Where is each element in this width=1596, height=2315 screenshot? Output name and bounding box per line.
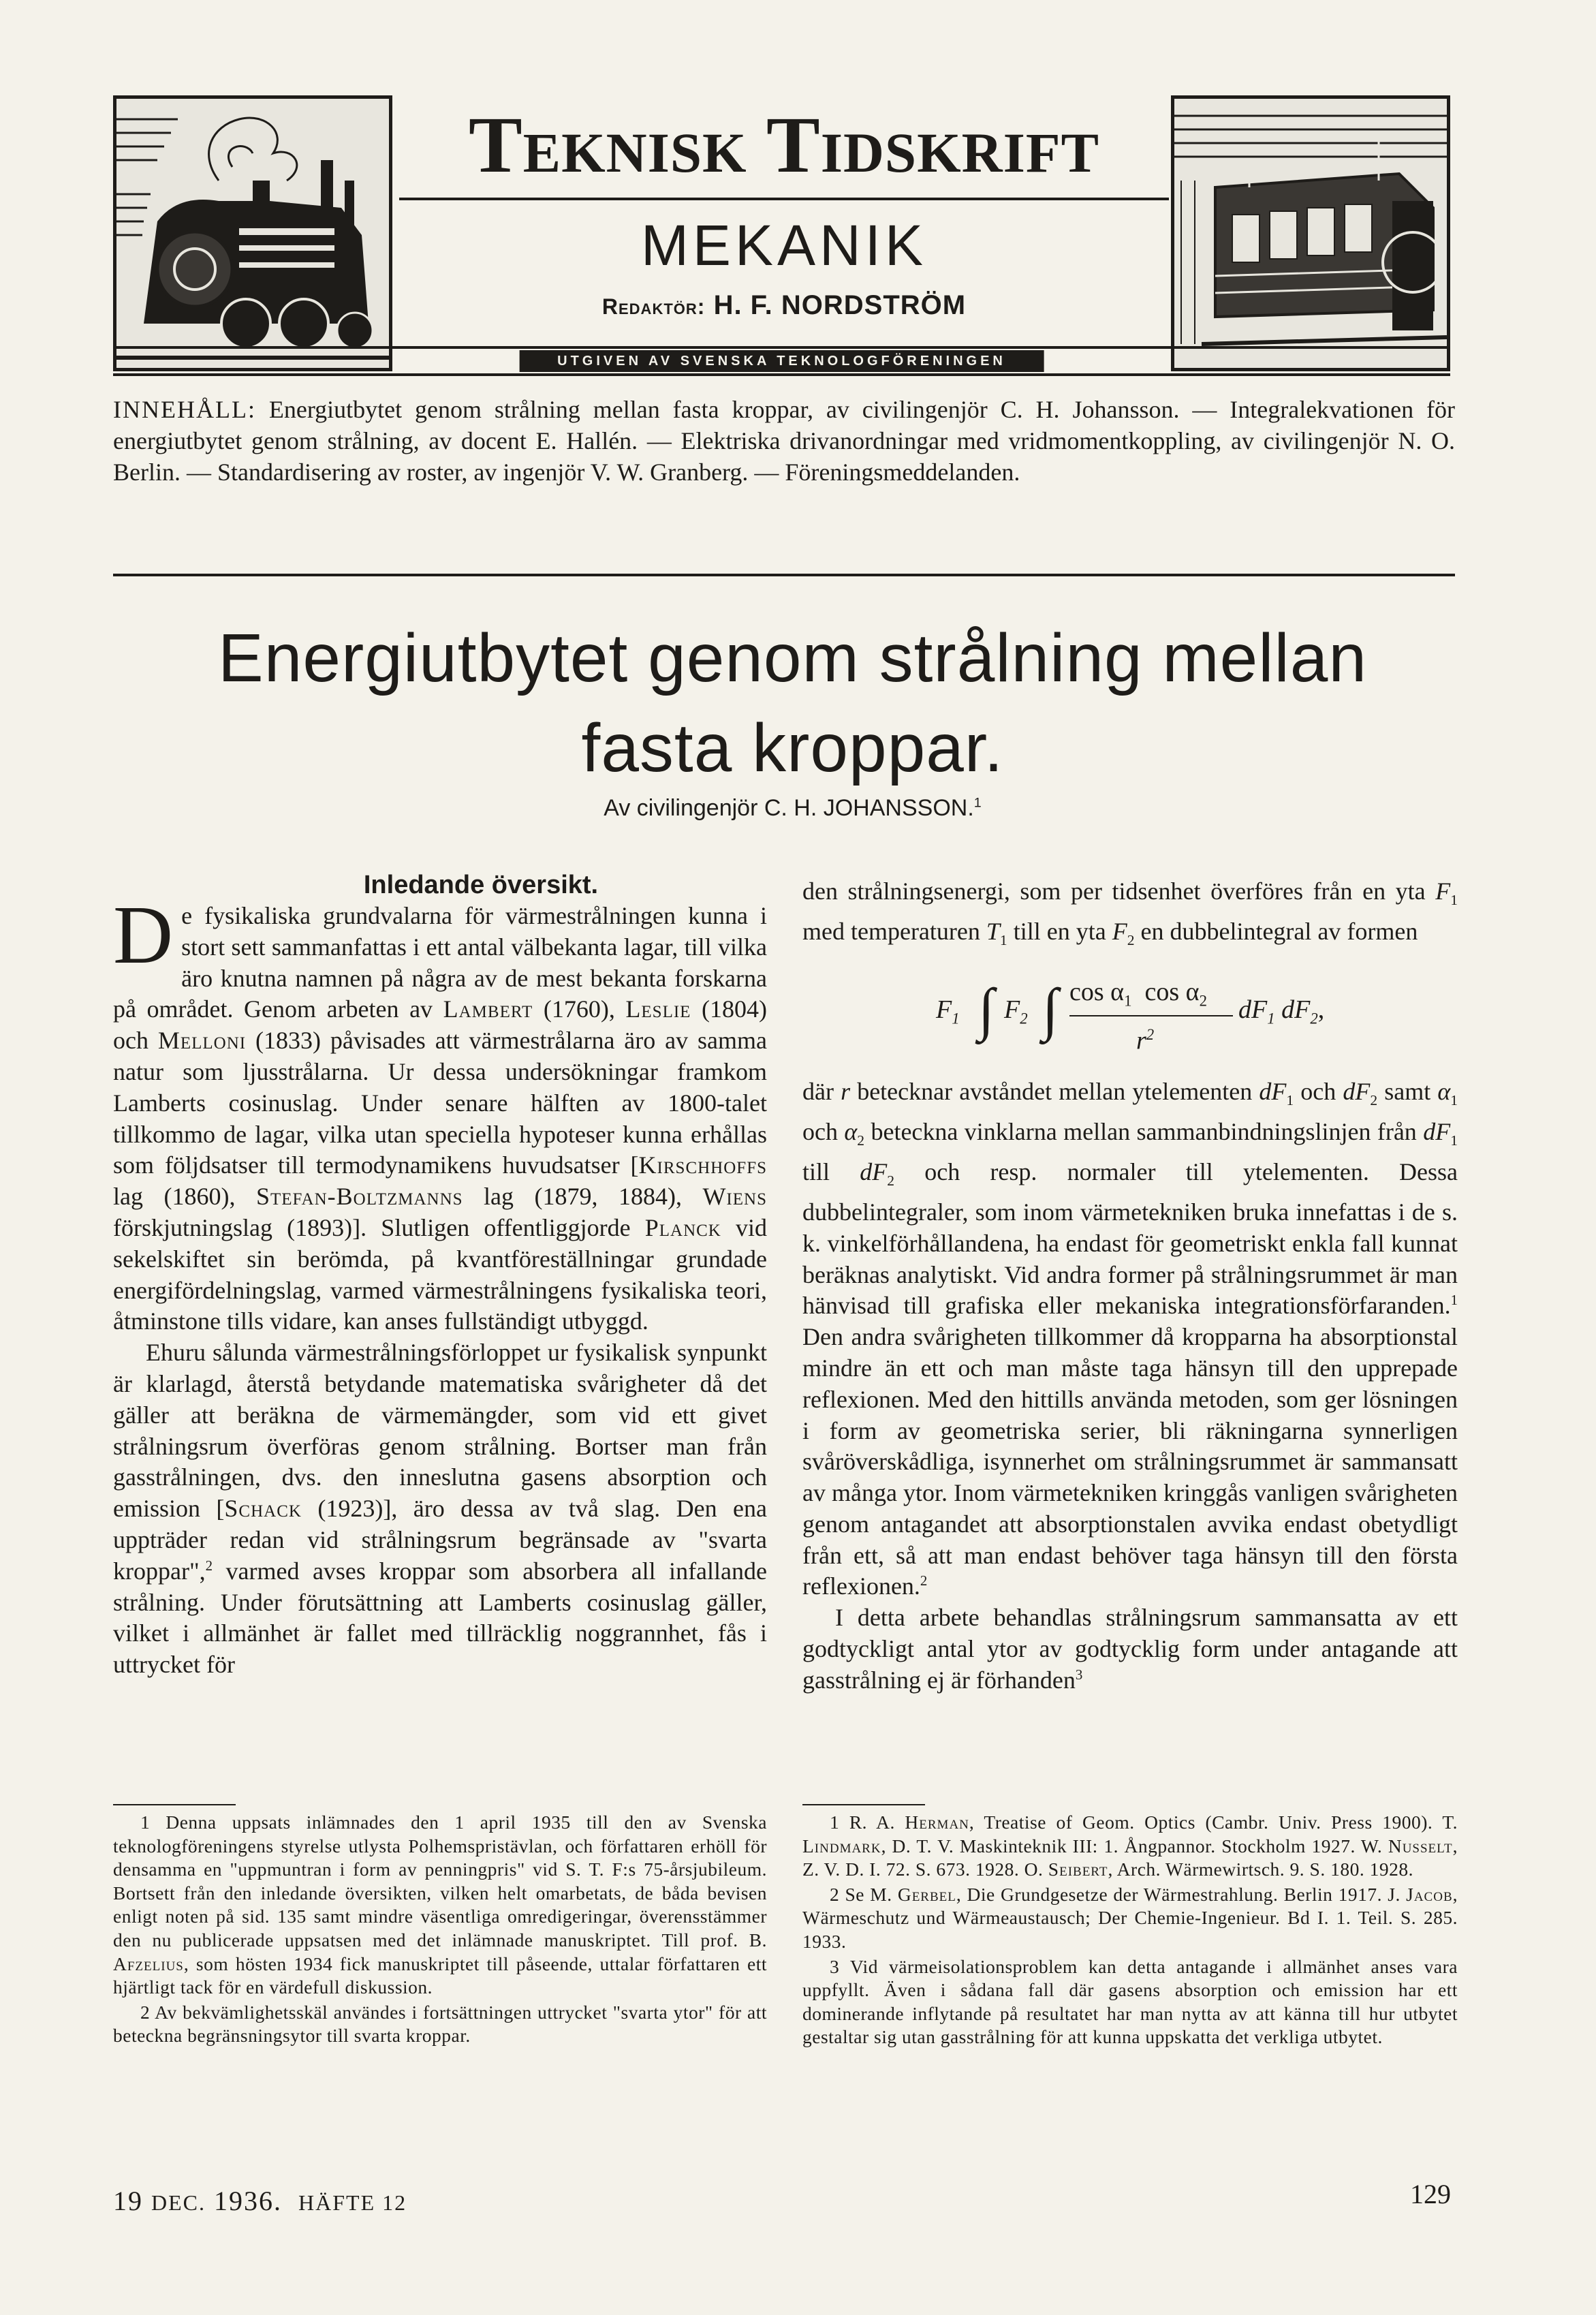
double-integral-formula [802,962,1458,1071]
paragraph: De fysikaliska grundvalarna för värmestrålningen kunna i stort sett sammanfattas i ett antal välbekanta lagar, till vilka äro knutna namnen på några av de mest bekanta forskarna på området. Genom arbeten av Lambert (1760), Leslie (1804) och Melloni (1833) påvisades att värmestrålarna äro av samma natur som ljusstrålarna. Ur dessa undersökningar framkom Lamberts cosinuslag. Under senare hälften av 1800-talet tillkommo de lagar, vilka utan speciella hypoteser kunna erhållas som följdsatser till termodynamikens huvudsatser [Kirschhoffs lag (1860), Stefan-Boltzmanns lag (1879, 1884), Wiens förskjutningslag (1893)]. Slutligen offentliggjorde Planck vid sekelskiftet sin berömda, på kvantföreställningar grundade energifördelningslag, varmed värmestrålningens fysikaliska teori, åtminstone tills vidare, kan anses fullständigt utbyggd. [113,889,767,1335]
author-name: Leslie [625,995,691,1023]
author-name: Wiens [702,1183,767,1211]
paragraph: Ehuru sålunda värmestrålningsförloppet ur fysikalisk synpunkt är klarlagd, återstå betydande matematiska svårigheter då det gäller att beräkna de värmemängder, som vid ett givet strålningsrum överföras genom strålning. Bortser man från gasstrålningen, dvs. den inneslutna gasens absorption och emission [Schack (1923)], äro dessa av två slag. Den ena uppträder redan vid strålningsrum begränsade av "svarta kroppar",$^2$ varmed avses kroppar som absorbera all infallande strålning. Under förutsättning att Lamberts cosinuslag gäller, vilket i allmänhet är fallet med tillräcklig noggrannhet, fås i uttrycket för [113,1339,767,1679]
locomotive-illustration [113,95,392,371]
editor-line [399,289,1169,322]
article-title-line: fasta kroppar. [581,710,1004,786]
footnote-ref: 1 [973,795,982,811]
industrial-engine-icon [1174,99,1447,368]
author-name: Schack [224,1495,302,1523]
contents-rule [113,574,1455,576]
contents-label: INNEHÅLL: [113,396,256,423]
left-column [113,869,767,1681]
article-title-line: Energiutbytet genom strålning mellan [218,620,1367,696]
article-title [113,613,1472,793]
footnote-rule [113,1804,236,1805]
footnote-ref: 3 [1075,1666,1083,1683]
editor-label: Redaktör: [601,294,706,319]
byline-text: Av civilingenjör C. H. JOHANSSON. [604,795,974,821]
paragraph: I detta arbete behandlas strålningsrum sammansatta av ett godtyckligt antal ytor av godtycklig form under antagande att gasstrålning ej är förhanden$^3$ [802,1604,1458,1694]
footnote-ref: 2 [205,1557,213,1574]
paragraph: där r betecknar avståndet mellan ytelementen $dF_1$ och $dF_2$ samt $\alpha_1$ och $\alpha_2$ beteckna vinklarna mellan sammanbindningslinjen från $dF_1$ till $dF_2$ och resp. normaler till ytelementen. Dessa dubbelintegraler, som inom värmetekniken bruka innefattas i de s. k. vinkelförhållandena, ha endast för geometriskt enkla fall kunnat beräknas analytiskt. Vid andra former på strålningsrummet är man hänvisad till grafiska eller mekaniska integrationsförfaranden.$^1$ Den andra svårigheten tillkommer då kropparna ha absorptionstal mindre än ett och man måste taga hänsyn till den upprepade reflexionen. Med den hittills använda metoden, som ger lösningen i form av geometriska serier, bli räkningarna synnerligen svåröverskådliga, isynnerhet om strålningsrummet är sammansatt av många ytor. Inom värmetekniken kringgås vanligen svårigheten genom antagandet att absorptionstalen avvika endast obetydligt från ett, så att man endast behöver taga hänsyn till den första reflexionen.$^2$ [802,1077,1458,1600]
footnote-ref: 1 [1450,1292,1458,1309]
footnote-rule [802,1804,925,1805]
contents-text: Energiutbytet genom strålning mellan fasta kroppar, av civilingenjör C. H. Johansson. — Integralekvationen för energiutbytet genom strålning, av docent E. Hallén. — Elektriska drivanordningar med vridmomentkoppling, av civilingenjör N. O. Berlin. — Standardisering av roster, av ingenjör V. W. Granberg. — Föreningsmeddelanden. [113,396,1456,486]
editor-name: H. F. NORDSTRÖM [713,290,967,320]
integral-sign: ∫ [978,976,995,1042]
issue-date: 19 DEC. 1936. HÄFTE 12 [113,2186,407,2216]
author-name: Kirschhoffs [638,1151,767,1179]
journal-title: Teknisk Tidskrift [469,100,1099,189]
issue-number: HÄFTE 12 [298,2190,407,2215]
steam-locomotive-icon [116,99,389,368]
author-name: Melloni [157,1027,247,1055]
fraction-bar [1069,1015,1233,1016]
publisher-line: UTGIVEN AV SVENSKA TEKNOLOGFÖRENINGEN [519,350,1044,372]
section-name: MEKANIK [640,213,928,277]
footnote: 3 Vid värmeisolationsproblem kan detta antagande i allmänhet anses vara uppfyllt. Även i sådana fall där gasens absorption och emission har ett dominerande inflytande på resultatet har man nytta av att känna till hur utbytet gestaltar sig utan gasstrålning för att kunna uppskatta det verkliga utbytet. [802,1955,1458,2048]
formula-denominator: $r^2$ [1136,1025,1155,1055]
publisher-band [113,346,1450,376]
table-of-contents [113,394,1455,488]
drop-cap: D [113,889,174,981]
formula-term: $dF_1$ $dF_2$, [1238,995,1325,1027]
page-number: 129 [1410,2179,1451,2209]
footnote: 2 Av bekvämlighetsskäl användes i fortsättningen uttrycket "svarta ytor" för att beteckna begränsningsytor till svarta kroppar. [113,2001,767,2047]
footnote: 1 Denna uppsats inlämnades den 1 april 1935 till den av Svenska teknologföreningens styrelse utlysta Polhemspristävlan, och författaren erhöll för densamma en "uppmuntran i form av penningpris" vid S. T. F:s 75-årsjubileum. Bortsett från den inledande översikten, vilken helt omarbetats, de båda bevisen enligt noten på sid. 135 samt mindre väsentliga omredigeringar, överensstämmer den nu publicerade uppsatsen med det inlämnade manuskriptet. Till prof. B. Afzelius, som hösten 1934 fick manuskriptet till påseende, uttalar författaren ett hjärtligt tack för en värdefull diskussion. [113,1812,767,1998]
right-column [802,876,1458,1696]
footnote-ref: 2 [920,1572,928,1589]
engine-illustration [1171,95,1450,371]
author-name: Lambert [443,995,533,1023]
masthead [113,95,1450,382]
footnotes-right [802,1811,1458,2051]
paragraph: den strålningsenergi, som per tidsenhet överföres från en yta $F_1$ med temperaturen $T_1$ till en yta $F_2$ en dubbelintegral av formen [802,877,1458,949]
section-heading: Inledande översikt. [363,871,599,899]
byline [113,793,1472,823]
formula-term: $F_1$ [936,995,960,1027]
title-rule [399,198,1169,200]
author-name: Stefan-Boltzmanns [255,1183,463,1211]
integral-sign: ∫ [1042,976,1059,1042]
author-name: Planck [644,1213,721,1241]
footnotes-left [113,1811,767,2049]
footnote: 2 Se M. Gerbel, Die Grundgesetze der Wärmestrahlung. Berlin 1917. J. Jacob, Wärmeschutz und Wärmeaustausch; Der Chemie-Ingenieur. Bd I. 1. Teil. S. 285. 1933. [802,1883,1458,1952]
footnote: 1 R. A. Herman, Treatise of Geom. Optics (Cambr. Univ. Press 1900). T. Lindmark, D. T. V. Maskinteknik III: 1. Ångpannor. Stockholm 1927. W. Nusselt, Z. V. D. I. 72. S. 673. 1928. O. Seibert, Arch. Wärmewirtsch. 9. S. 180. 1928. [802,1812,1458,1880]
formula-term: $F_2$ [1004,995,1028,1027]
formula-numerator: $\cos \alpha_1$ $\cos \alpha_2$ [1069,977,1207,1010]
